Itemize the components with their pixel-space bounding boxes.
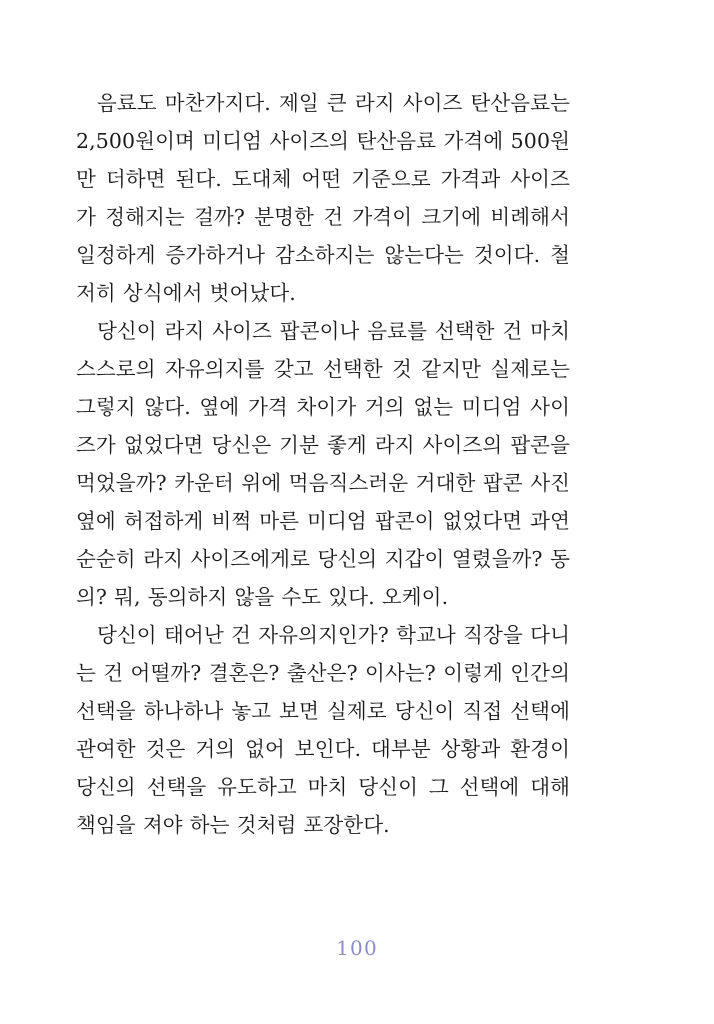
page-number: 100 [336, 936, 378, 960]
body-paragraph-3: 당신이 태어난 건 자유의지인가? 학교나 직장을 다니는 건 어떨까? 결혼은? 출산은? 이사는? 이렇게 인간의 선택을 하나하나 놓고 보면 실제로 당신이 직접 선택에 관여한 것은 거의 없어 보인다. 대부분 상황과 환경이 당신의 선택을 유도하고 마치 당신이 그 선택에 대해 책임을 져야 하는 것처럼 포장한다. [76, 623, 570, 837]
body-paragraph-1: 음료도 마찬가지다. 제일 큰 라지 사이즈 탄산음료는 2,500원이며 미디엄 사이즈의 탄산음료 가격에 500원만 더하면 된다. 도대체 어떤 기준으로 가격과 사이즈가 정해지는 걸까? 분명한 건 가격이 크기에 비례해서 일정하게 증가하거나 감소하지는 않는다는 것이다. 철저히 상식에서 벗어났다. [76, 91, 570, 305]
body-paragraph-2: 당신이 라지 사이즈 팝콘이나 음료를 선택한 건 마치 스스로의 자유의지를 갖고 선택한 것 같지만 실제로는 그렇지 않다. 옆에 가격 차이가 거의 없는 미디엄 사이즈가 없었다면 당신은 기분 좋게 라지 사이즈의 팝콘을 먹었을까? 카운터 위에 먹음직스러운 거대한 팝콘 사진 옆에 허접하게 비쩍 마른 미디엄 팝콘이 없었다면 과연 순순히 라지 사이즈에게로 당신의 지갑이 열렸을까? 동의? 뭐, 동의하지 않을 수도 있다. 오케이. [76, 319, 570, 609]
page-text-block [76, 84, 570, 844]
